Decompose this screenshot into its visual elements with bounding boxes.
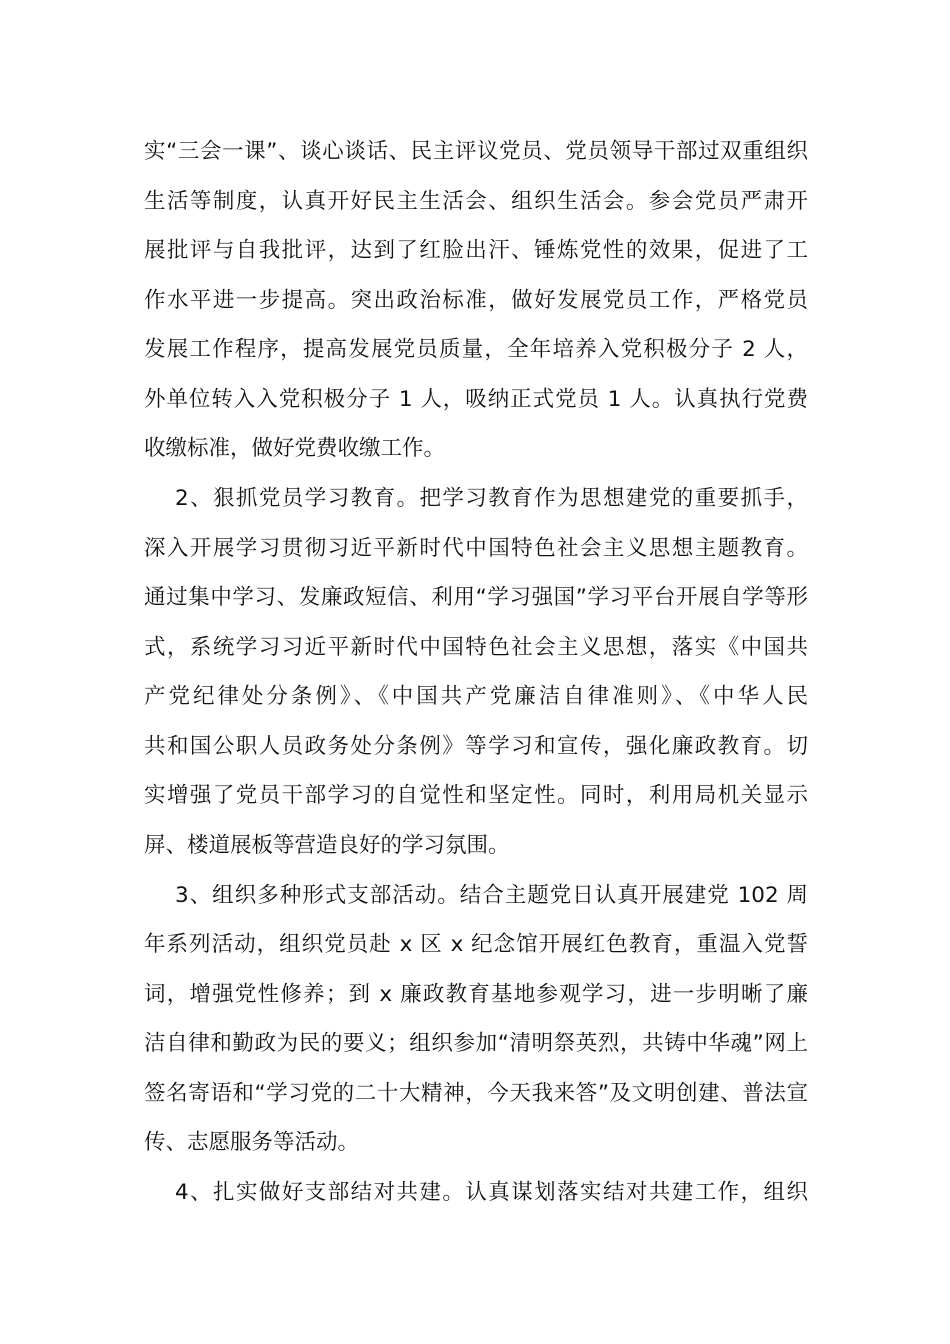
text-line: 产党纪律处分条例》、《中国共产党廉洁自律准则》、《中华人民 [144,684,808,709]
text-line: 发展工作程序，提高发展党员质量，全年培养入党积极分子 2 人， [144,337,808,362]
text-line: 收缴标准，做好党费收缴工作。 [144,436,446,461]
text-line: 生活等制度，认真开好民主生活会、组织生活会。参会党员严肃开 [144,189,808,214]
text-line: 传、志愿服务等活动。 [144,1130,360,1155]
text-line: 外单位转入入党积极分子 1 人，吸纳正式党员 1 人。认真执行党费 [144,387,808,412]
text-line: 实增强了党员干部学习的自觉性和坚定性。同时，利用局机关显示 [144,783,808,808]
text-line: 展批评与自我批评，达到了红脸出汗、锤炼党性的效果，促进了工 [144,238,808,263]
text-line: 实“三会一课”、谈心谈话、民主评议党员、党员领导干部过双重组织 [144,139,808,164]
text-line: 屏、楼道展板等营造良好的学习氛围。 [144,833,510,858]
text-line: 洁自律和勤政为民的要义；组织参加“清明祭英烈，共铸中华魂”网上 [144,1031,808,1056]
paragraph-heading-4: 4、扎实做好支部结对共建。认真谋划落实结对共建工作，组织 [175,1180,808,1205]
paragraph-heading-3: 3、组织多种形式支部活动。结合主题党日认真开展建党 102 周 [175,883,808,908]
text-line: 签名寄语和“学习党的二十大精神，今天我来答”及文明创建、普法宣 [144,1081,808,1106]
text-line: 作水平进一步提高。突出政治标准，做好发展党员工作，严格党员 [144,288,808,313]
text-line: 通过集中学习、发廉政短信、利用“学习强国”学习平台开展自学等形 [144,585,808,610]
text-line: 词，增强党性修养；到 x 廉政教育基地参观学习，进一步明晰了廉 [144,982,808,1007]
paragraph-heading-2: 2、狠抓党员学习教育。把学习教育作为思想建党的重要抓手， [175,486,808,511]
text-line: 共和国公职人员政务处分条例》等学习和宣传，强化廉政教育。切 [144,734,808,759]
text-line: 深入开展学习贯彻习近平新时代中国特色社会主义思想主题教育。 [144,536,808,561]
text-line: 年系列活动，组织党员赴 x 区 x 纪念馆开展红色教育，重温入党誓 [144,932,808,957]
text-line: 式，系统学习习近平新时代中国特色社会主义思想，落实《中国共 [144,635,808,660]
